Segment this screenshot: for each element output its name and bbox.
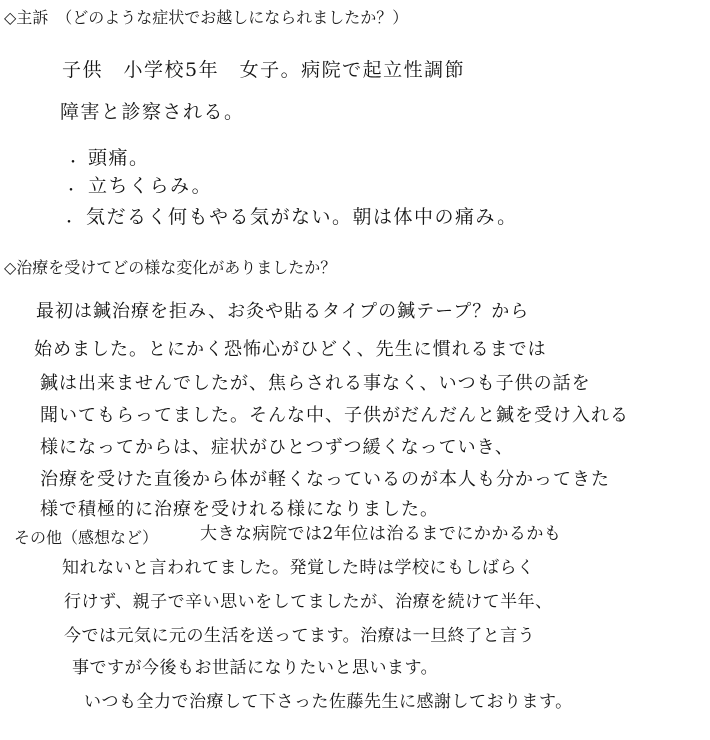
- change-line: 治療を受けた直後から体が軽くなっているのが本人も分かってきた: [40, 469, 610, 490]
- change-line: 始めました。とにかく恐怖心がひどく、先生に慣れるまでは: [34, 339, 547, 360]
- change-line: 最初は鍼治療を拒み、お灸や貼るタイプの鍼テープ？から: [36, 301, 530, 322]
- change-heading: ◇治療を受けてどの様な変化がありましたか？: [4, 258, 337, 277]
- other-line: 事ですが今後もお世話になりたいと思います。: [72, 658, 439, 678]
- other-line: 知れないと言われてました。発覚した時は学校にもしばらく: [62, 558, 535, 578]
- change-line: 鍼は出来ませんでしたが、焦らされる事なく、いつも子供の話を: [40, 373, 591, 394]
- complaint-symptom: 立ちくらみ。: [88, 175, 213, 197]
- complaint-heading: ◇主訴 （どのような症状でお越しになられましたか？）: [4, 8, 409, 27]
- other-line: 行けず、親子で辛い思いをしてましたが、治療を続けて半年、: [64, 592, 553, 612]
- bullet-dot: ・: [62, 215, 76, 231]
- complaint-symptom: 気だるく何もやる気がない。朝は体中の痛み。: [86, 206, 518, 228]
- complaint-line: 障害と診察される。: [60, 101, 245, 123]
- complaint-line: 子供 小学校5年 女子。病院で起立性調節: [62, 59, 466, 81]
- other-line: いつも全力で治療して下さった佐藤先生に感謝しております。: [84, 692, 573, 712]
- complaint-symptom: 頭痛。: [88, 147, 150, 169]
- other-heading: その他（感想など）: [14, 528, 159, 547]
- bullet-dot: ・: [66, 155, 80, 171]
- change-line: 聞いてもらってました。そんな中、子供がだんだんと鍼を受け入れる: [40, 405, 629, 426]
- change-line: 様で積極的に治療を受けれる様になりました。: [40, 499, 439, 520]
- other-line: 今では元気に元の生活を送ってます。治療は一旦終了と言う: [64, 626, 536, 646]
- bullet-dot: ・: [64, 183, 78, 199]
- change-line: 様になってからは、症状がひとつずつ緩くなっていき、: [40, 437, 514, 458]
- other-line: 大きな病院では2年位は治るまでにかかるかも: [200, 524, 562, 544]
